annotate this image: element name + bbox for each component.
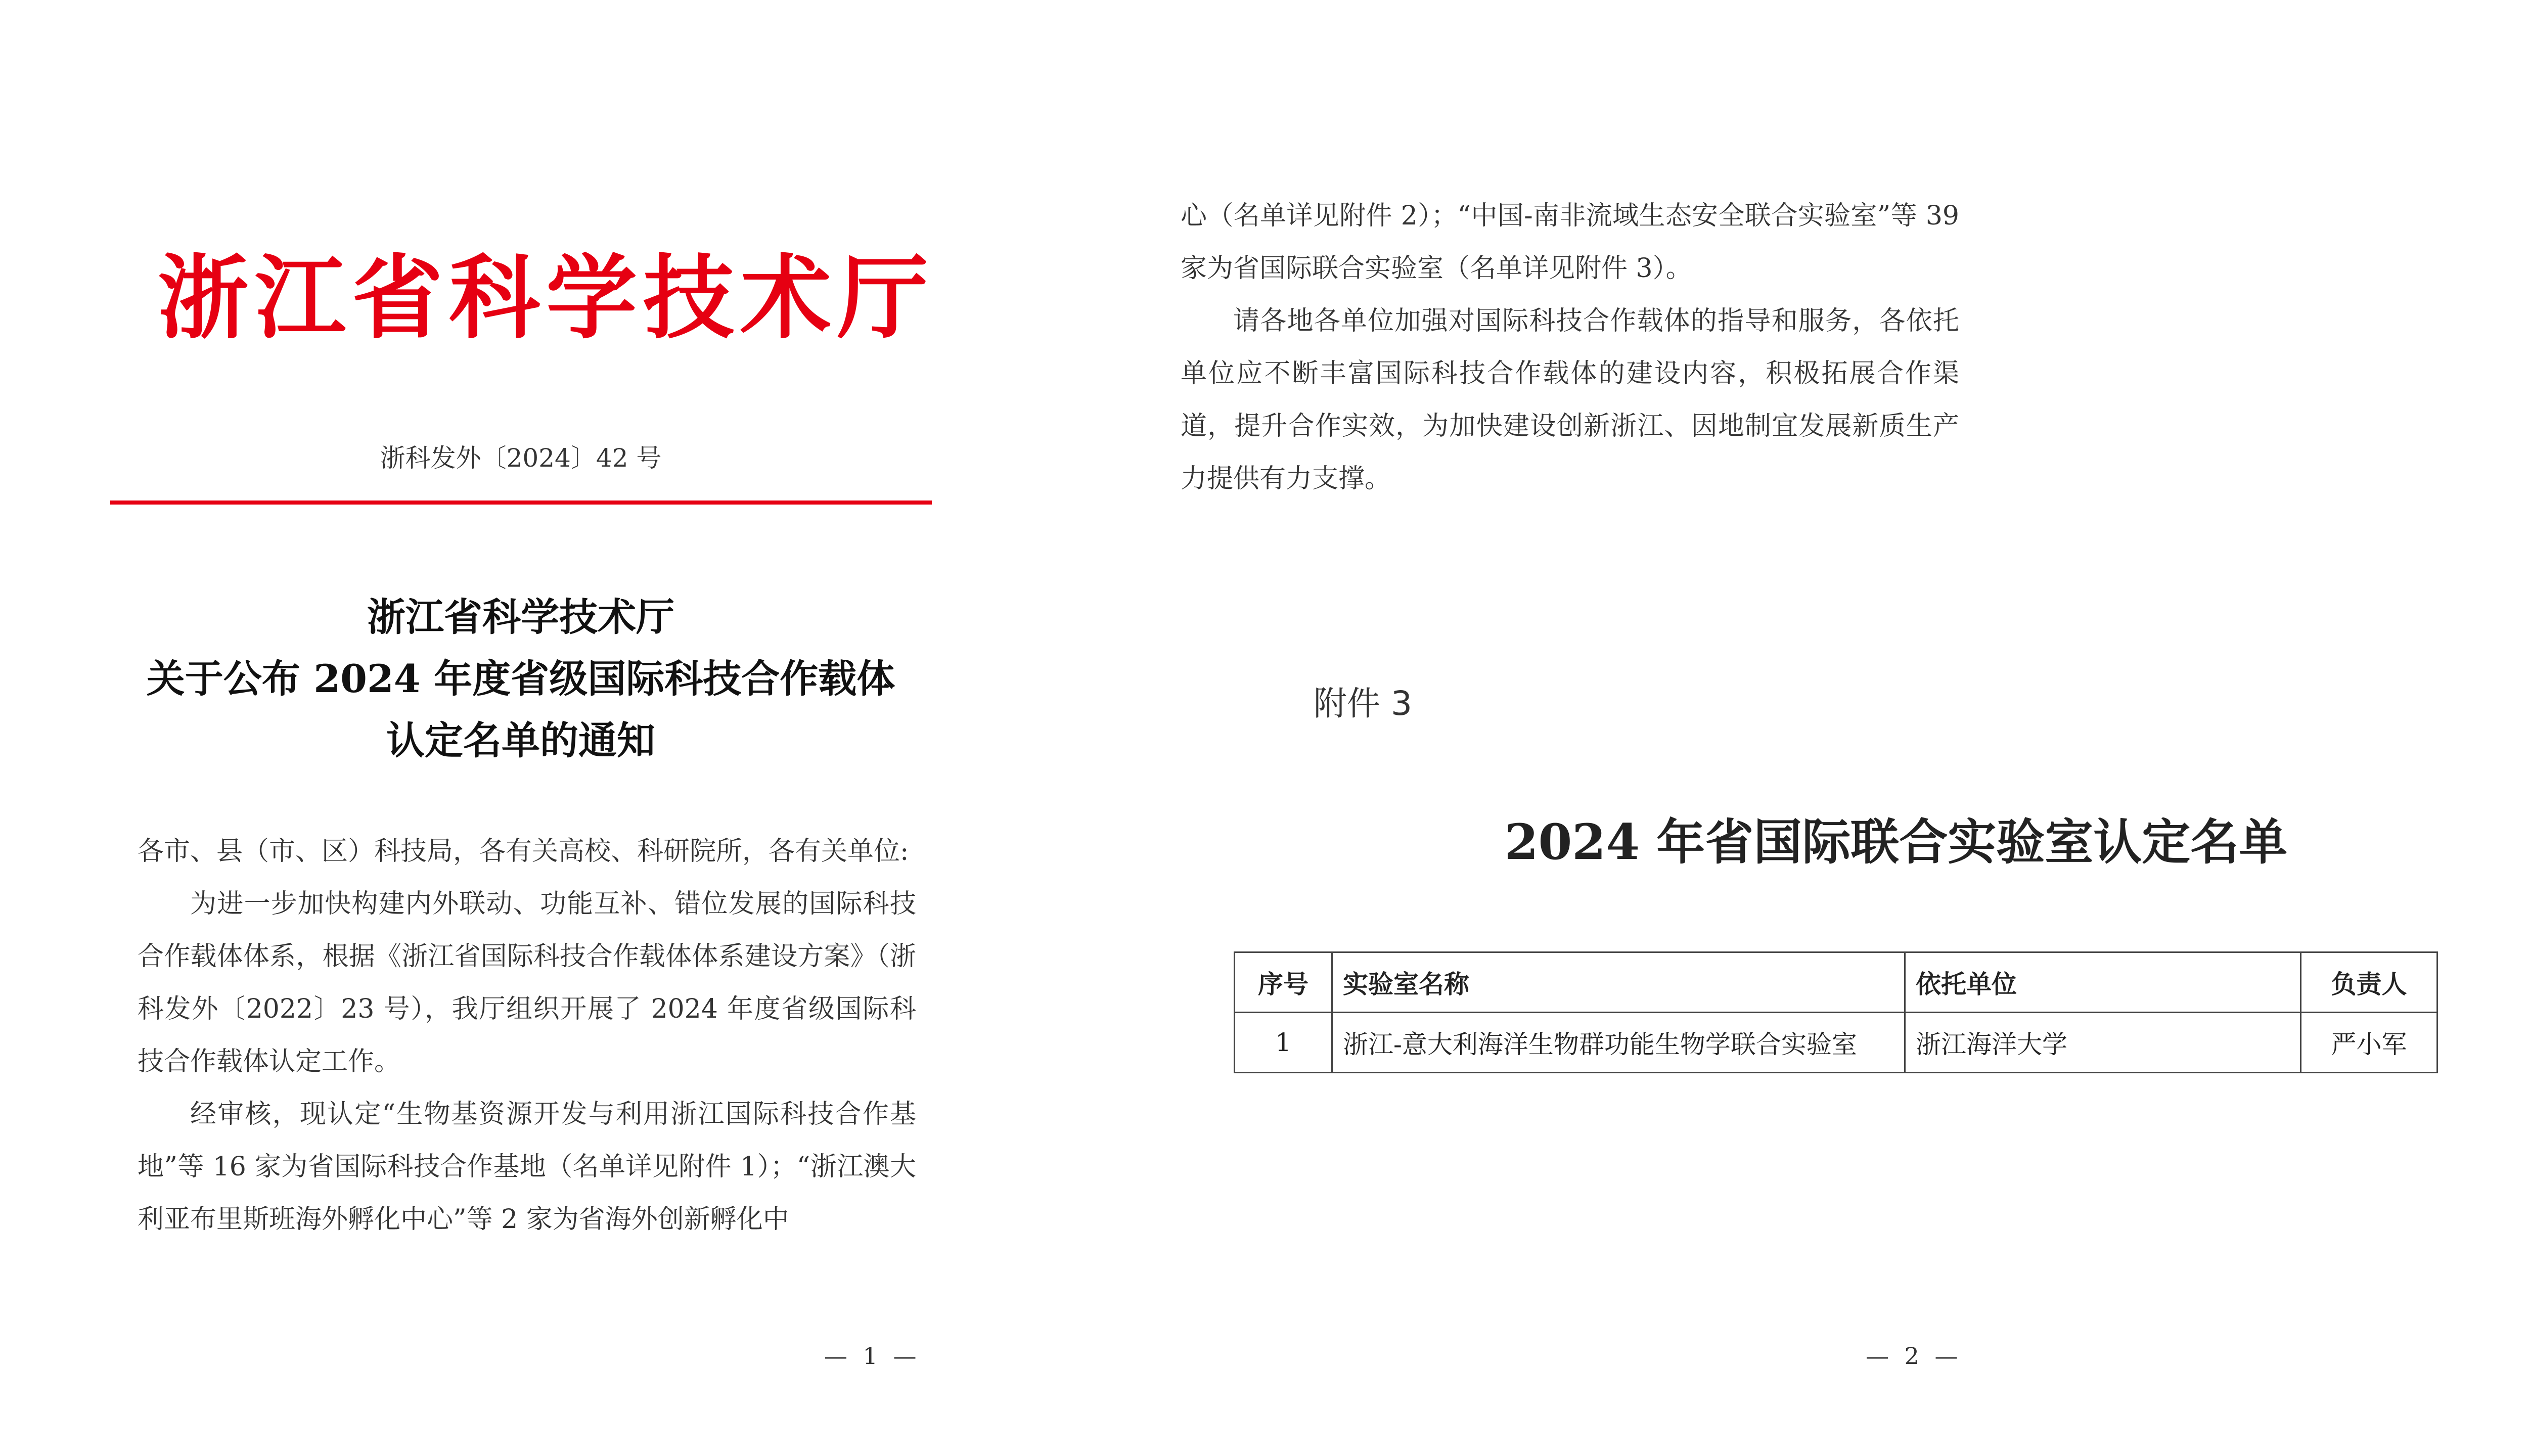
document-number: 浙科发外〔2024〕42 号 (380, 443, 662, 473)
cell-number: 1 (1235, 1013, 1332, 1073)
column-header-host-unit: 依托单位 (1905, 952, 2301, 1013)
cell-lab-name: 浙江-意大利海洋生物群功能生物学联合实验室 (1332, 1013, 1905, 1073)
notice-title-line: 浙江省科学技术厅 (367, 595, 674, 640)
masthead: 浙江省科学技术厅 (157, 245, 934, 351)
notice-title-line: 认定名单的通知 (386, 718, 655, 763)
notice-body (138, 825, 916, 1246)
continuation-paragraph: 心（名单详见附件 2）；“中国-南非流域生态安全联合实验室”等 39 家为省国际联合实验室（名单详见附件 3）。 (1181, 201, 1959, 284)
column-header-leader: 负责人 (2301, 952, 2437, 1013)
red-divider-line (110, 500, 932, 505)
lab-list-table (1234, 951, 2438, 1073)
table-header-row (1235, 952, 2437, 1013)
notice-title (116, 586, 925, 771)
body-paragraph: 经审核，现认定“生物基资源开发与利用浙江国际科技合作基地”等 16 家为省国际科技合作基地（名单详见附件 1）；“浙江澳大利亚布里斯班海外孵化中心”等 2 家为省海外创新孵化中 (138, 1099, 916, 1235)
notice-body-continued (1181, 190, 1959, 505)
column-header-number: 序号 (1235, 952, 1332, 1013)
column-header-lab-name: 实验室名称 (1332, 952, 1905, 1013)
attachment-title: 2024 年省国际联合实验室认定名单 (1504, 813, 2288, 871)
page-number: — 2 — (1866, 1342, 1962, 1370)
salutation: 各市、县（市、区）科技局，各有关高校、科研院所，各有关单位: (138, 836, 909, 867)
attachment-label: 附件 3 (1314, 684, 1412, 723)
body-paragraph: 请各地各单位加强对国际科技合作载体的指导和服务，各依托单位应不断丰富国际科技合作载体的建设内容，积极拓展合作渠道，提升合作实效，为加快建设创新浙江、因地制宜发展新质生产力提供有力支撑。 (1181, 306, 1959, 494)
page-number: — 1 — (824, 1342, 921, 1370)
cell-host-unit: 浙江海洋大学 (1905, 1013, 2301, 1073)
cell-leader: 严小军 (2301, 1013, 2437, 1073)
table-row (1235, 1013, 2437, 1073)
body-paragraph: 为进一步加快构建内外联动、功能互补、错位发展的国际科技合作载体体系，根据《浙江省国际科技合作载体体系建设方案》（浙科发外〔2022〕23 号），我厅组织开展了 2024 年度省级国际科技合作载体认定工作。 (138, 889, 916, 1077)
notice-title-line: 关于公布 2024 年度省级国际科技合作载体 (146, 656, 895, 701)
